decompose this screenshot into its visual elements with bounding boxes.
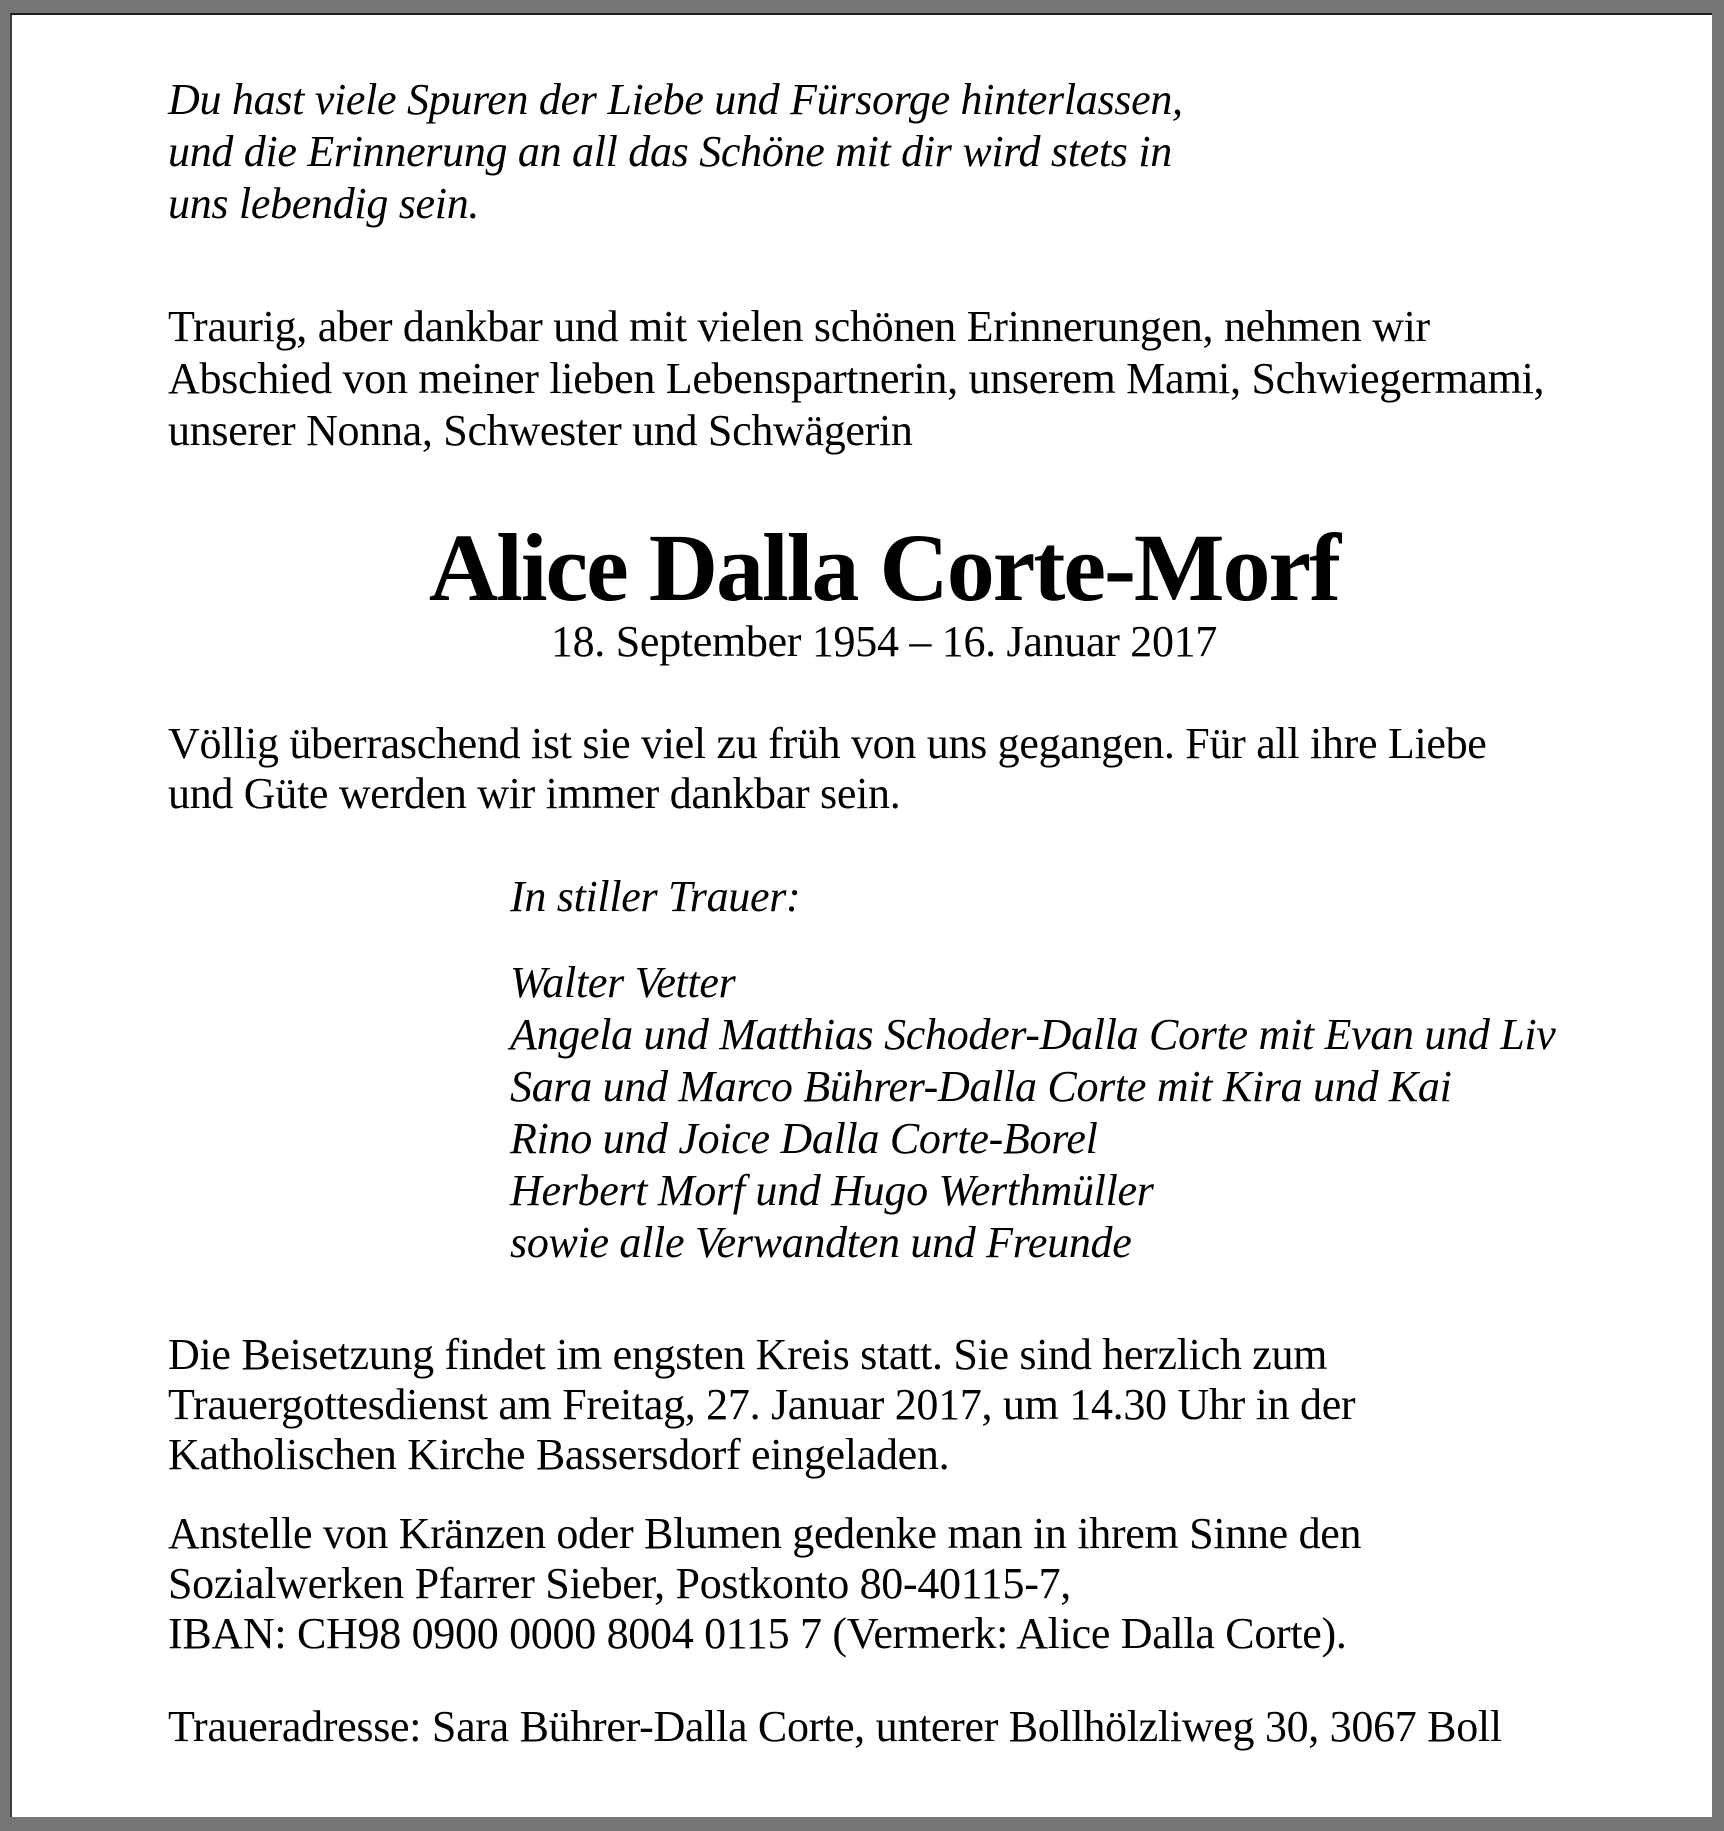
mourner-name: Herbert Morf und Hugo Werthmüller	[510, 1166, 1154, 1215]
mourner-name: sowie alle Verwandten und Freunde	[510, 1218, 1132, 1267]
intro-line: Abschied von meiner lieben Lebenspartnerin, unserem Mami, Schwiegermami,	[168, 354, 1545, 403]
donations-paragraph	[168, 1509, 1361, 1659]
tribute-paragraph	[168, 719, 1487, 819]
mourner-name: Rino und Joice Dalla Corte-Borel	[510, 1114, 1098, 1163]
tribute-line: und Güte werden wir immer dankbar sein.	[168, 769, 901, 818]
epigraph	[168, 74, 1183, 230]
intro-paragraph	[168, 301, 1544, 457]
donation-line: Sozialwerken Pfarrer Sieber, Postkonto 80-40115-7,	[168, 1559, 1071, 1608]
epigraph-line: uns lebendig sein.	[168, 179, 480, 228]
tribute-line: Völlig überraschend ist sie viel zu früh von uns gegangen. Für all ihre Liebe	[168, 719, 1487, 768]
funeral-paragraph	[168, 1330, 1355, 1480]
funeral-line: Katholischen Kirche Bassersdorf eingeladen.	[168, 1430, 950, 1479]
donation-line: IBAN: CH98 0900 0000 8004 0115 7 (Vermerk: Alice Dalla Corte).	[168, 1609, 1347, 1658]
funeral-line: Die Beisetzung findet im engsten Kreis statt. Sie sind herzlich zum	[168, 1330, 1328, 1379]
mourners-list	[510, 957, 1556, 1269]
epigraph-line: Du hast viele Spuren der Liebe und Fürsorge hinterlassen,	[168, 75, 1183, 124]
deceased-name: Alice Dalla Corte-Morf	[428, 514, 1340, 621]
life-dates: 18. September 1954 – 16. Januar 2017	[550, 617, 1218, 666]
obituary-page	[10, 13, 1712, 1817]
mourning-heading: In stiller Trauer:	[510, 872, 801, 921]
mourner-name: Angela und Matthias Schoder-Dalla Corte mit Evan und Liv	[510, 1010, 1556, 1059]
donation-line: Anstelle von Kränzen oder Blumen gedenke man in ihrem Sinne den	[168, 1509, 1362, 1558]
mourning-address: Traueradresse: Sara Bührer-Dalla Corte, unterer Bollhölzliweg 30, 3067 Boll	[168, 1702, 1502, 1751]
mourner-name: Sara und Marco Bührer-Dalla Corte mit Kira und Kai	[510, 1062, 1452, 1111]
intro-line: unserer Nonna, Schwester und Schwägerin	[168, 406, 913, 455]
funeral-line: Trauergottesdienst am Freitag, 27. Januar 2017, um 14.30 Uhr in der	[168, 1380, 1356, 1429]
intro-line: Traurig, aber dankbar und mit vielen schönen Erinnerungen, nehmen wir	[168, 302, 1430, 351]
mourner-name: Walter Vetter	[510, 958, 736, 1007]
epigraph-line: und die Erinnerung an all das Schöne mit dir wird stets in	[168, 127, 1172, 176]
